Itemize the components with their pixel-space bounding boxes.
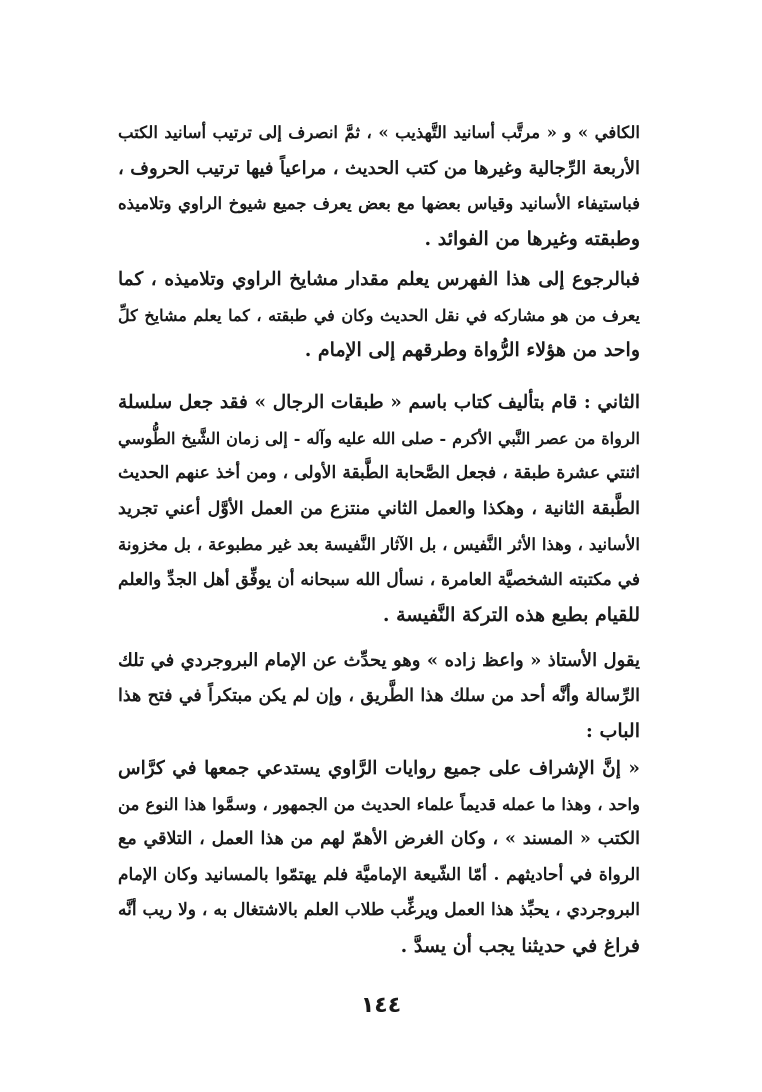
text-line: فباستيفاء الأسانيد وقياس بعضها مع بعض يعرف جميع شيوخ الراوي وتلاميذه — [118, 194, 640, 213]
text-line: وطبقته وغيرها من الفوائد . — [424, 227, 640, 250]
text-line: يقول الأستاذ « واعظ زاده » وهو يحدِّث عن الإمام البروجردي في تلك — [118, 650, 640, 671]
paragraph-4 — [118, 643, 640, 750]
text-line: واحد ، وهذا ما عمله قديماً علماء الحديث من الجمهور ، وسمَّوا هذا النوع من — [118, 794, 640, 814]
paragraph-1 — [118, 115, 640, 257]
text-line: الرواة في أحاديثهم . أمّا الشّيعة الإماميَّة فلم يهتمّوا بالمسانيد وكان الإمام — [118, 864, 640, 885]
text-line: البروجردي ، يحبِّذ هذا العمل ويرغِّب طلاب العلم بالاشتغال به ، ولا ريب أنَّه — [118, 900, 640, 920]
paragraph-2 — [118, 262, 640, 369]
text-line: الرواة من عصر النَّبي الأكرم - صلى الله عليه وآله - إلى زمان الشَّيخ الطُّوسي — [118, 428, 640, 448]
text-line: اثنتي عشرة طبقة ، فجعل الصَّحابة الطَّبقة الأولى ، ومن أخذ عنهم الحديث — [118, 463, 640, 483]
text-line: في مكتبته الشخصيَّة العامرة ، نسأل الله سبحانه أن يوفِّق أهل الجدِّ والعلم — [118, 569, 640, 590]
text-line: فبالرجوع إلى هذا الفهرس يعلم مقدار مشايخ الراوي وتلاميذه ، كما — [118, 269, 640, 290]
paragraph-3 — [118, 385, 640, 634]
text-line: الكتب « المسند » ، وكان الغرض الأهمّ لهم من هذا العمل ، التلاقي مع — [118, 829, 640, 849]
text-line: الثاني : قام بتأليف كتاب باسم « طبقات الرجال » فقد جعل سلسلة — [118, 392, 640, 413]
text-line: الرِّسالة وأنَّه أحد من سلك هذا الطَّريق ، وإن لم يكن مبتكراً في فتح هذا — [118, 685, 640, 706]
text-line: الأسانيد ، وهذا الأثر النَّفيس ، بل الآثار النَّفيسة بعد غير مطبوعة ، بل مخزونة — [118, 535, 640, 554]
text-line: فراغ في حديثنا يجب أن يسدَّ . — [400, 934, 640, 957]
page-number: ١٤٤ — [360, 993, 402, 1018]
text-line: يعرف من هو مشاركه في نقل الحديث وكان في طبقته ، كما يعلم مشايخ كلِّ — [118, 305, 640, 325]
text-line: الكافي » و « مرتَّب أسانيد التَّهذيب » ، ثمَّ انصرف إلى ترتيب أسانيد الكتب — [118, 123, 640, 142]
text-line: واحد من هؤلاء الرُّواة وطرقهم إلى الإمام . — [304, 339, 640, 361]
text-line: الطَّبقة الثانية ، وهكذا والعمل الثاني منتزع من العمل الأوَّل أعني تجريد — [118, 498, 640, 519]
quotation-paragraph — [118, 751, 640, 964]
text-line: للقيام بطبع هذه التركة النَّفيسة . — [382, 604, 640, 626]
text-line: الأربعة الرِّجالية وغيرها من كتب الحديث ، مراعياً فيها ترتيب الحروف ، — [118, 157, 640, 179]
text-line: الباب : — [585, 720, 640, 742]
text-line: « إنَّ الإشراف على جميع روايات الرَّاوي يستدعي جمعها في كرَّاس — [118, 758, 640, 779]
